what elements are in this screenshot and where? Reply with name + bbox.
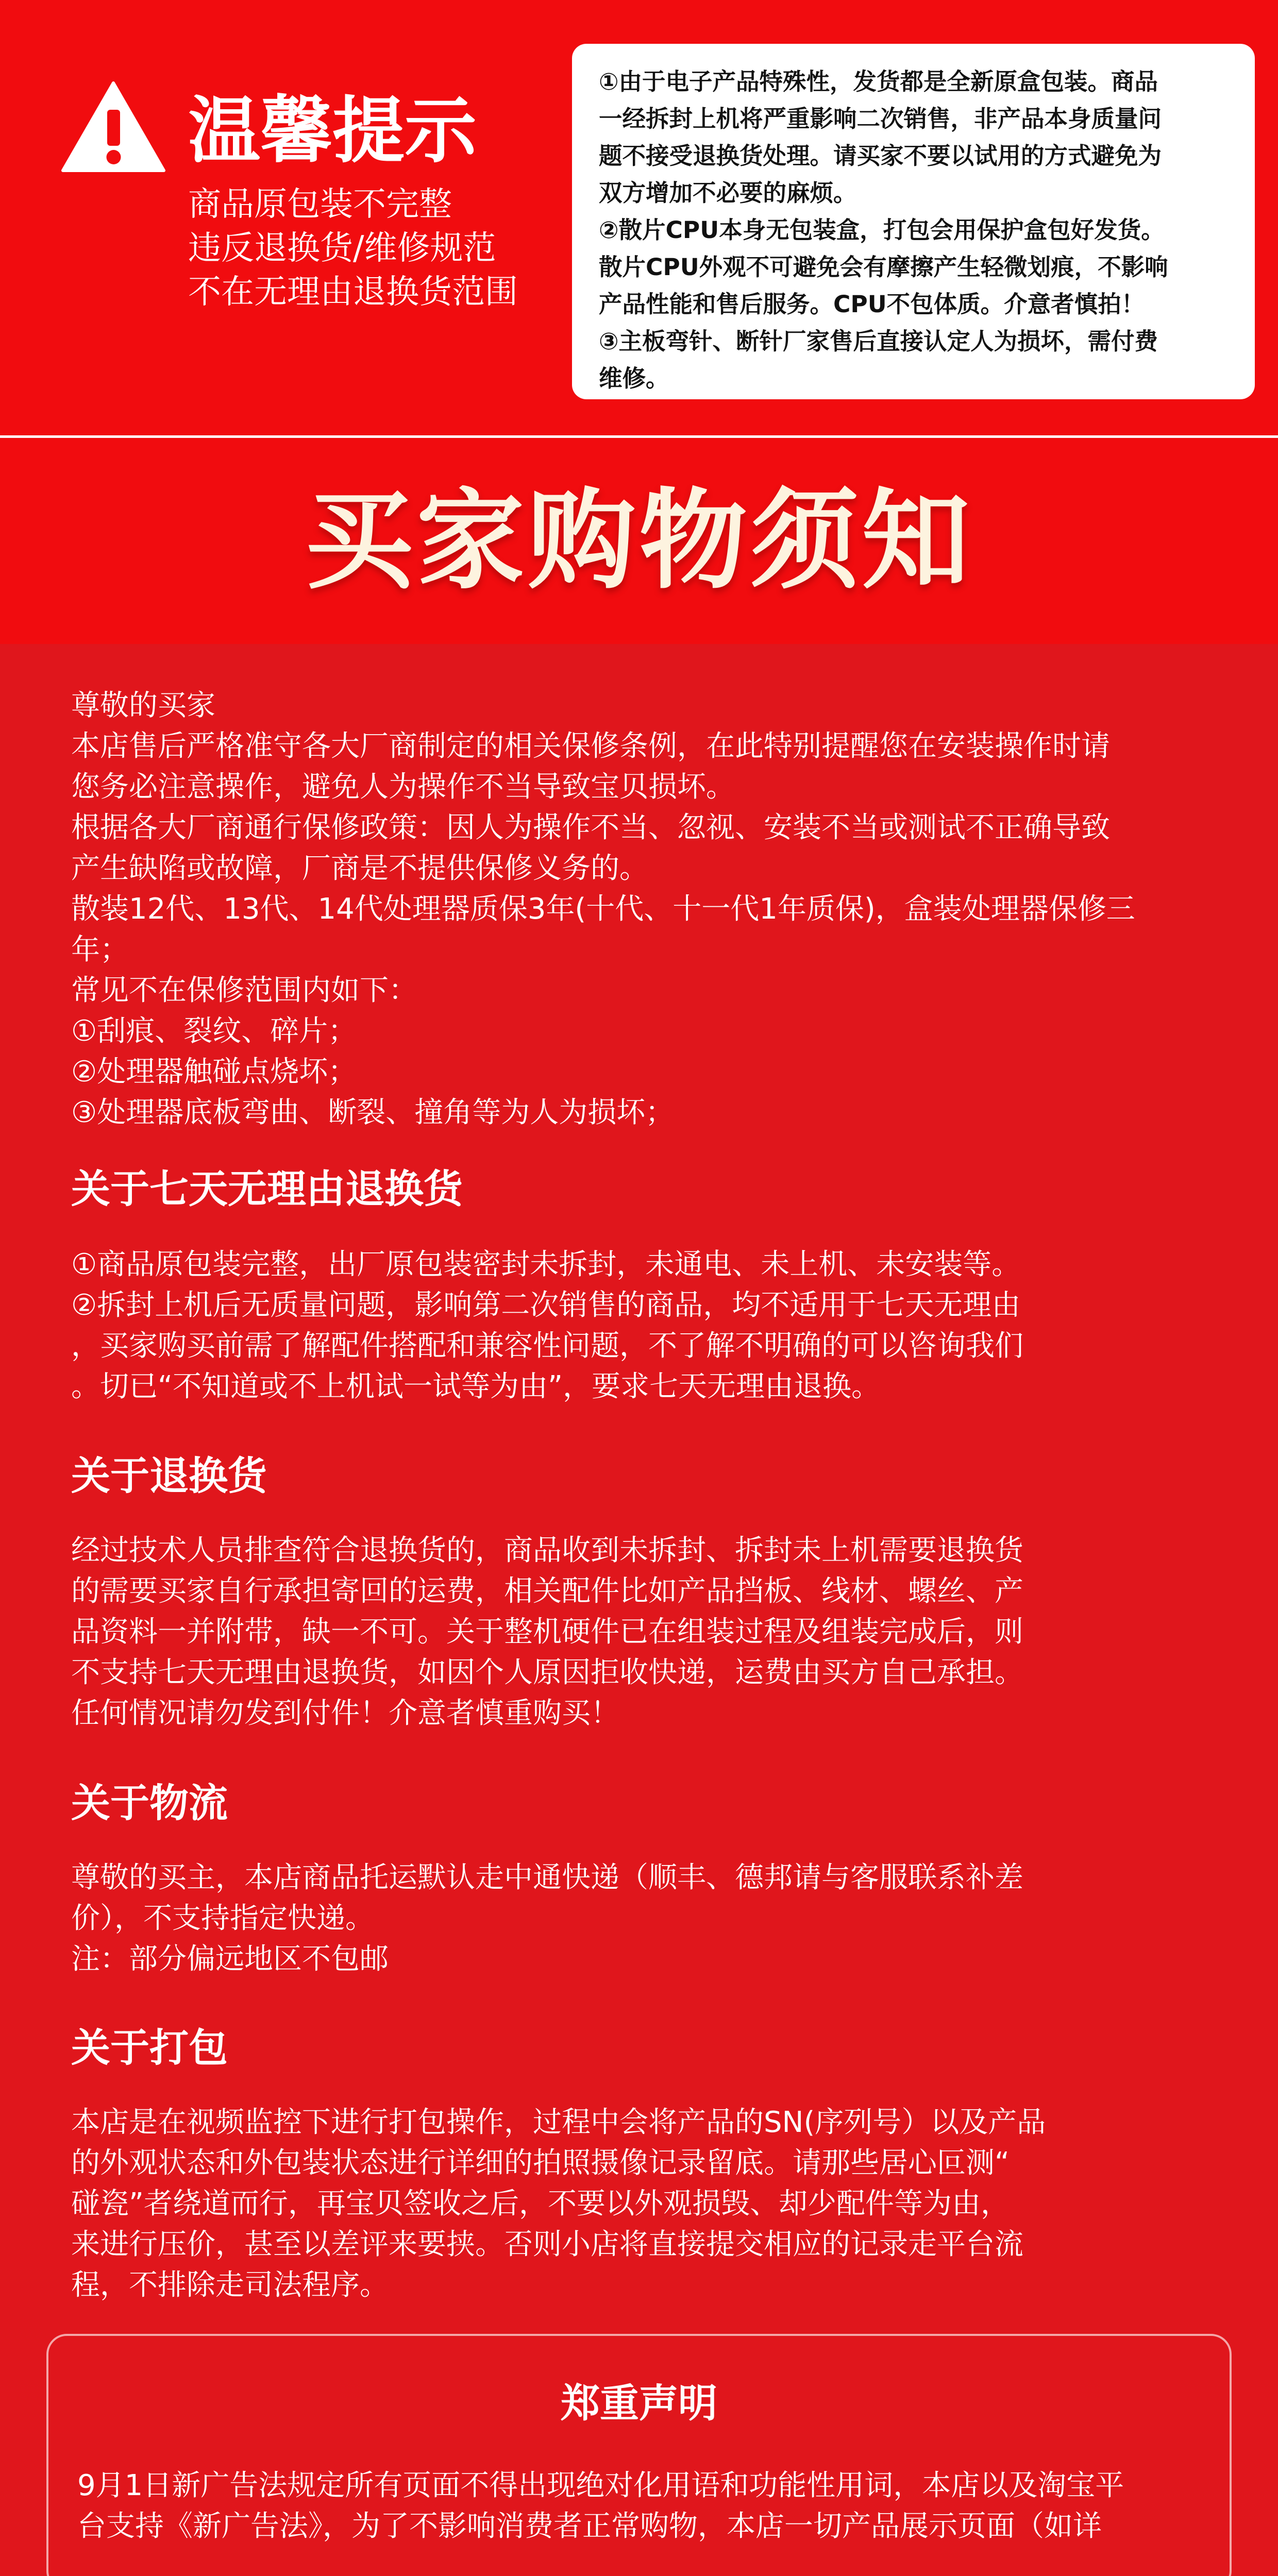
packing-line: 本店是在视频监控下进行打包操作，过程中会将产品的SN(序列号）以及产品 — [71, 2106, 1046, 2139]
declaration-line: 9月1日新广告法规定所有页面不得出现绝对化用语和功能性用词，本店以及淘宝平 — [77, 2469, 1124, 2502]
intro-line: ①刮痕、裂纹、碎片； — [71, 1014, 357, 1048]
packing-line: 来进行压价，甚至以差评来要挟。否则小店将直接提交相应的记录走平台流 — [71, 2228, 1023, 2261]
logistics-line: 注：部分偏远地区不包邮 — [71, 1942, 389, 1976]
notice-line: 双方增加不必要的麻烦。 — [599, 179, 857, 207]
returns-line: 任何情况请勿发到付件！介意者慎重购买！ — [71, 1697, 619, 1730]
warning-triangle-icon — [61, 80, 166, 173]
section-heading-packing: 关于打包 — [71, 2025, 228, 2071]
notice-line: ②散片CPU本身无包装盒，打包会用保护盒包好发货。 — [599, 216, 1165, 244]
declaration-line: 台支持《新广告法》，为了不影响消费者正常购物，本店一切产品展示页面（如详 — [77, 2510, 1102, 2543]
returns-line: 品资料一并附带，缺一不可。关于整机硬件已在组装过程及组装完成后，则 — [71, 1615, 1023, 1649]
intro-line: 产生缺陷或故障，厂商是不提供保修义务的。 — [71, 852, 648, 885]
title-banner — [0, 438, 1278, 644]
seven-day-line: ②拆封上机后无质量问题，影响第二次销售的商品，均不适用于七天无理由 — [71, 1289, 1021, 1322]
notice-line: ①由于电子产品特殊性，发货都是全新原盒包装。商品 — [599, 68, 1158, 95]
declaration-title: 郑重声明 — [561, 2380, 717, 2426]
banner-title: 买家购物须知 — [305, 478, 973, 604]
intro-line: 您务必注意操作，避免人为操作不当导致宝贝损坏。 — [71, 770, 735, 804]
notice-box — [572, 44, 1255, 399]
returns-line: 经过技术人员排查符合退换货的，商品收到未拆封、拆封未上机需要退换货 — [71, 1534, 1023, 1567]
intro-line: 年； — [71, 933, 129, 967]
notice-line: 散片CPU外观不可避免会有摩擦产生轻微划痕，不影响 — [599, 253, 1168, 281]
warning-line: 商品原包装不完整 — [188, 185, 452, 224]
seven-day-line: 。切已“不知道或不上机试一试等为由”，要求七天无理由退换。 — [71, 1370, 881, 1403]
packing-line: 碰瓷”者绕道而行，再宝贝签收之后，不要以外观损毁、却少配件等为由， — [71, 2187, 1010, 2221]
logistics-line: 尊敬的买主，本店商品托运默认走中通快递（顺丰、德邦请与客服联系补差 — [71, 1861, 1023, 1894]
intro-line: 根据各大厂商通行保修政策：因人为操作不当、忽视、安装不当或测试不正确导致 — [71, 811, 1110, 844]
returns-line: 的需要买家自行承担寄回的运费，相关配件比如产品挡板、线材、螺丝、产 — [71, 1574, 1023, 1608]
notice-line: 维修。 — [599, 365, 669, 392]
intro-line: 常见不在保修范围内如下： — [71, 974, 417, 1007]
notice-line: 一经拆封上机将严重影响二次销售，非产品本身质量问 — [599, 105, 1162, 132]
packing-line: 的外观状态和外包装状态进行详细的拍照摄像记录留底。请那些居心叵测“ — [71, 2146, 1010, 2180]
notice-line: ③主板弯针、断针厂家售后直接认定人为损坏，需付费 — [599, 328, 1158, 355]
warning-lines — [188, 183, 518, 314]
section-heading-returns: 关于退换货 — [71, 1453, 267, 1499]
returns-line: 不支持七天无理由退换货，如因个人原因拒收快递，运费由买方自己承担。 — [71, 1656, 1023, 1689]
warning-section — [0, 0, 1278, 435]
seven-day-line: ，买家购买前需了解配件搭配和兼容性问题，不了解不明确的可以咨询我们 — [71, 1329, 1023, 1363]
intro-line: 散装12代、13代、14代处理器质保3年(十代、十一代1年质保)，盒装处理器保修三 — [71, 892, 1135, 926]
packing-line: 程，不排除走司法程序。 — [71, 2268, 389, 2302]
warning-title: 温馨提示 — [188, 89, 477, 173]
warning-line: 不在无理由退换货范围 — [188, 273, 518, 311]
notice-line: 产品性能和售后服务。CPU不包体质。介意者慎拍！ — [599, 291, 1145, 318]
intro-line: 本店售后严格准守各大厂商制定的相关保修条例，在此特别提醒您在安装操作时请 — [71, 730, 1110, 763]
intro-line: 尊敬的买家 — [71, 689, 215, 722]
intro-line: ③处理器底板弯曲、断裂、撞角等为人为损坏； — [71, 1096, 675, 1129]
intro-line: ②处理器触碰点烧坏； — [71, 1055, 357, 1089]
seven-day-line: ①商品原包装完整，出厂原包装密封未拆封，未通电、未上机、未安装等。 — [71, 1248, 1021, 1281]
logistics-line: 价），不支持指定快递。 — [71, 1902, 374, 1935]
section-heading-seven-day: 关于七天无理由退换货 — [71, 1166, 463, 1212]
notice-line: 题不接受退换货处理。请买家不要以试用的方式避免为 — [599, 142, 1162, 170]
section-heading-logistics: 关于物流 — [71, 1780, 228, 1826]
warning-line: 违反退换货/维修规范 — [188, 229, 496, 267]
